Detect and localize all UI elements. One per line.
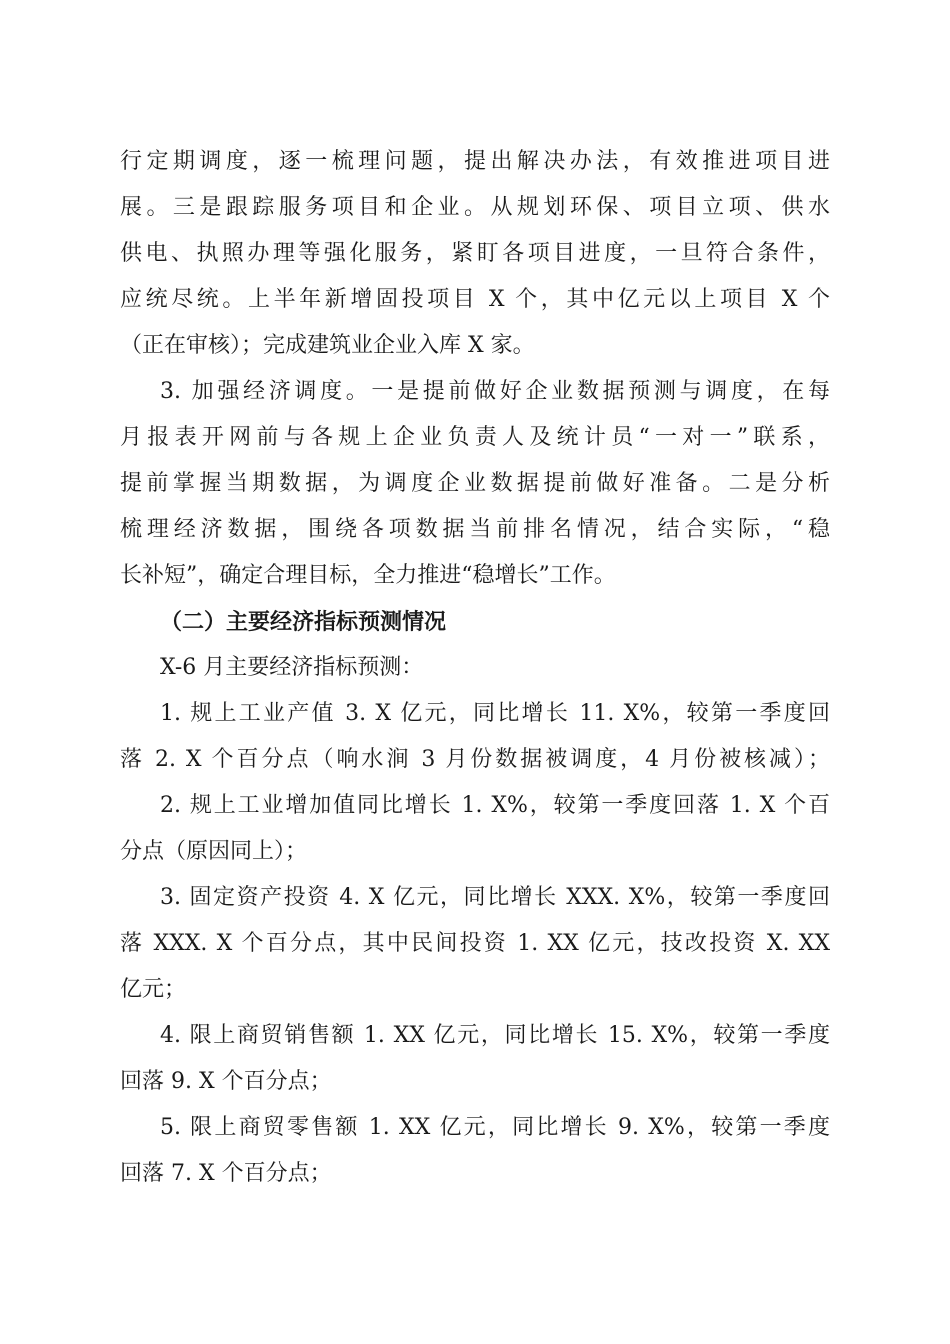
section-heading: （二）主要经济指标预测情况 [160,609,447,635]
list-item-line: 3. 固定资产投资 4. X 亿元，同比增长 XXX. X%，较第一季度回 [160,885,830,910]
paragraph-line: 行定期调度，逐一梳理问题，提出解决办法，有效推进项目进 [120,149,830,174]
paragraph-line: 展。三是跟踪服务项目和企业。从规划环保、项目立项、供水 [120,195,830,220]
list-item-line: 4. 限上商贸销售额 1. XX 亿元，同比增长 15. X%，较第一季度 [160,1023,830,1048]
list-item-line: 回落 7. X 个百分点； [120,1161,332,1186]
list-item-line: 分点（原因同上）； [120,839,308,864]
paragraph-line: 供电、执照办理等强化服务，紧盯各项目进度，一旦符合条件， [120,241,830,266]
paragraph-line: 梳理经济数据，围绕各项数据当前排名情况，结合实际，“稳 [120,517,830,542]
paragraph-line: （正在审核）；完成建筑业企业入库 X 家。 [120,333,535,358]
paragraph-line: 应统尽统。上半年新增固投项目 X 个，其中亿元以上项目 X 个 [120,287,830,312]
list-item-line: 落 XXX. X 个百分点，其中民间投资 1. XX 亿元，技改投资 X. XX [120,931,830,956]
list-item-line: 2. 规上工业增加值同比增长 1. X%，较第一季度回落 1. X 个百 [160,793,830,818]
paragraph-line: 3. 加强经济调度。一是提前做好企业数据预测与调度，在每 [160,379,830,404]
paragraph-line: 长补短”，确定合理目标，全力推进“稳增长”工作。 [120,563,616,588]
list-item-line: 回落 9. X 个百分点； [120,1069,332,1094]
paragraph-line: X-6 月主要经济指标预测： [160,655,424,680]
paragraph-line: 月报表开网前与各规上企业负责人及统计员“一对一”联系， [120,425,830,450]
list-item-line: 落 2. X 个百分点（响水涧 3 月份数据被调度，4 月份被核减）； [120,747,830,772]
paragraph-line: 提前掌握当期数据，为调度企业数据提前做好准备。二是分析 [120,471,830,496]
list-item-line: 1. 规上工业产值 3. X 亿元，同比增长 11. X%，较第一季度回 [160,701,830,726]
list-item-line: 5. 限上商贸零售额 1. XX 亿元，同比增长 9. X%，较第一季度 [160,1115,830,1140]
list-item-line: 亿元； [120,977,187,1002]
